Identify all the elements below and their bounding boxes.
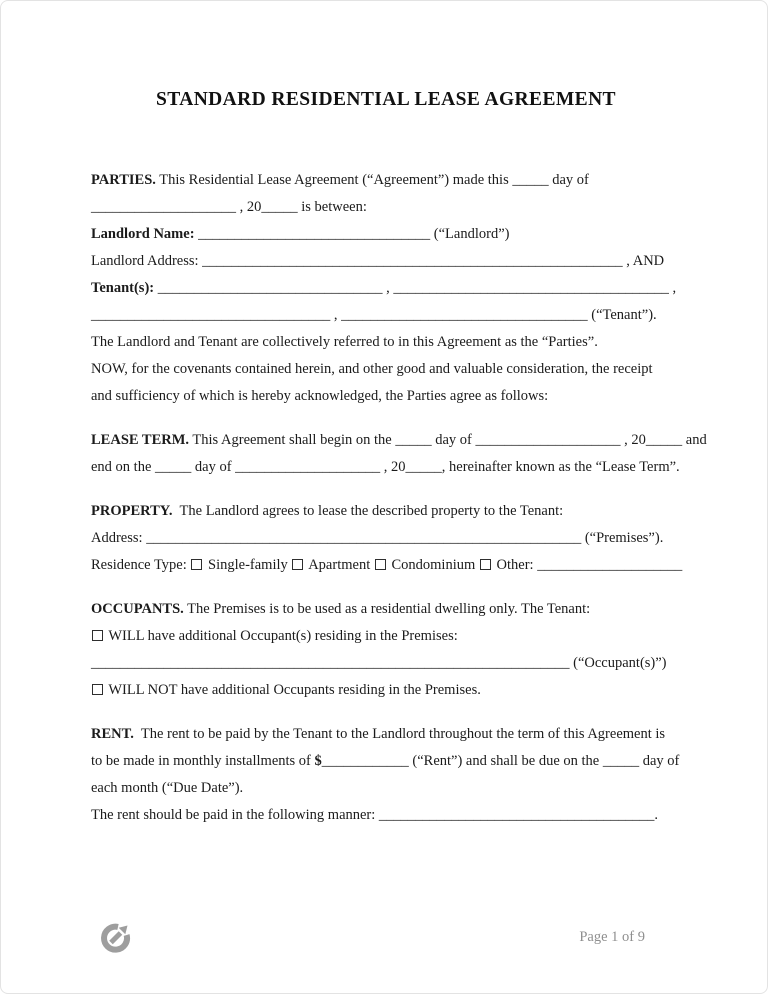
blank-field[interactable]: ____________________ (235, 459, 381, 475)
text: Residence Type: (91, 557, 191, 573)
text: The rent to be paid by the Tenant to the Landlord throughout the term of this Agreement is (133, 726, 666, 742)
blank-field[interactable]: _____ (602, 753, 640, 769)
blank-field[interactable]: _____ (261, 199, 298, 215)
bold-text: PARTIES. (91, 172, 156, 188)
text-line (91, 167, 681, 194)
blank-field[interactable]: ______________________________________ (393, 280, 669, 296)
blank-field[interactable]: _______________________________ (157, 280, 383, 296)
text: end on the (91, 459, 156, 475)
blank-field[interactable]: _____ (512, 172, 549, 188)
text: The Landlord agrees to lease the described property to the Tenant: (172, 503, 564, 519)
blank-field[interactable]: ____________________ (475, 432, 621, 448)
text: is between: (297, 199, 367, 215)
blank-field[interactable]: ____________________________________________________________ (146, 530, 582, 546)
text-line (91, 802, 681, 829)
text-line (91, 248, 681, 275)
bold-text: RENT. (91, 726, 134, 742)
text: each month (“Due Date”). (91, 780, 244, 796)
bold-text: Tenant(s): (91, 280, 158, 296)
text-line (91, 748, 681, 775)
text-line (91, 329, 681, 356)
text: This Agreement shall begin on the (189, 432, 396, 448)
text: and sufficiency of which is hereby acknowledged, the Parties agree as follows: (91, 388, 549, 404)
text-line (91, 356, 681, 383)
section-lease-term (91, 427, 707, 481)
text: , 20 (620, 432, 646, 448)
blank-field[interactable]: ____________________ (91, 199, 236, 215)
text: Condominium (387, 557, 479, 573)
text: NOW, for the covenants contained herein, and other good and valuable consideration, the receipt (91, 361, 653, 377)
text: , 20 (380, 459, 406, 475)
section-property (91, 498, 681, 579)
text-line (91, 498, 681, 525)
text: Single-family (204, 557, 292, 573)
text-line (91, 650, 681, 677)
text-line (91, 721, 681, 748)
text: (“Landlord”) (430, 226, 510, 242)
section-rent (91, 721, 681, 829)
text-line (91, 596, 681, 623)
page-footer (98, 919, 645, 955)
bold-text: PROPERTY. (91, 503, 173, 519)
blank-field[interactable]: ______________________________________ (378, 807, 655, 823)
text: Address: (91, 530, 147, 546)
bold-text: LEASE TERM. (91, 432, 190, 448)
page-number: Page 1 of 9 (579, 928, 645, 945)
text-line (91, 427, 707, 454)
text: , (330, 307, 342, 323)
text: Other: (492, 557, 538, 573)
text-line (91, 221, 681, 248)
text: (“Tenant”). (587, 307, 657, 323)
checkbox[interactable] (191, 559, 202, 570)
checkbox[interactable] (92, 630, 103, 641)
text-line (91, 552, 681, 579)
checkbox[interactable] (292, 559, 303, 570)
blank-field[interactable]: __________________________________ (341, 307, 588, 323)
section-parties (91, 167, 681, 410)
text: to be made in monthly installments of (91, 753, 315, 769)
eforms-circular-arrow-logo-icon (98, 919, 134, 955)
text: , AND (622, 253, 665, 269)
text: (“Rent”) and shall be due on the (408, 753, 603, 769)
text-line (91, 454, 681, 481)
checkbox[interactable] (480, 559, 491, 570)
text: , (382, 280, 394, 296)
text: The Landlord and Tenant are collectively referred to in this Agreement as the “Parties”. (91, 334, 598, 350)
text: and (682, 432, 707, 448)
text: , 20 (236, 199, 262, 215)
text: day of (191, 459, 236, 475)
blank-field[interactable]: _____ (405, 459, 442, 475)
text: WILL NOT have additional Occupants residing in the Premises. (105, 682, 481, 698)
text: (“Premises”). (581, 530, 664, 546)
text: . (654, 807, 659, 823)
document-title: STANDARD RESIDENTIAL LEASE AGREEMENT (156, 89, 616, 110)
document-content (91, 87, 707, 846)
text-line (91, 623, 681, 650)
blank-field[interactable]: ____________________ (537, 557, 683, 573)
text: day of (639, 753, 680, 769)
blank-field[interactable]: _____ (645, 432, 683, 448)
text-line (91, 677, 681, 704)
checkbox[interactable] (92, 684, 103, 695)
blank-field[interactable]: __________________________________________________________________ (91, 655, 570, 671)
text-line (91, 525, 681, 552)
text: day of (431, 432, 476, 448)
bold-text: $ (314, 753, 322, 769)
blank-field[interactable]: _____ (155, 459, 192, 475)
text: day of (548, 172, 589, 188)
text-line (91, 275, 681, 302)
text: This Residential Lease Agreement (“Agreement”) made this (155, 172, 513, 188)
text-line (91, 302, 681, 329)
section-occupants (91, 596, 681, 704)
blank-field[interactable]: _____ (395, 432, 432, 448)
text: The rent should be paid in the following manner: (91, 807, 379, 823)
bold-text: Landlord Name: (91, 226, 199, 242)
blank-field[interactable]: __________________________________________________________ (202, 253, 623, 269)
text: Landlord Address: (91, 253, 203, 269)
text: WILL have additional Occupant(s) residing in the Premises: (105, 628, 458, 644)
checkbox[interactable] (375, 559, 386, 570)
text: , (668, 280, 677, 296)
text: , hereinafter known as the “Lease Term”. (441, 459, 680, 475)
text-line (91, 775, 681, 802)
text-line (91, 383, 681, 410)
bold-text: OCCUPANTS. (91, 601, 184, 617)
blank-field[interactable]: ________________________________ (198, 226, 431, 242)
text: Apartment (305, 557, 374, 573)
document-body (91, 167, 707, 829)
text-line (91, 194, 681, 221)
blank-field[interactable]: ____________ (321, 753, 409, 769)
text: The Premises is to be used as a residential dwelling only. The Tenant: (183, 601, 591, 617)
blank-field[interactable]: _________________________________ (91, 307, 331, 323)
text: (“Occupant(s)”) (569, 655, 667, 671)
